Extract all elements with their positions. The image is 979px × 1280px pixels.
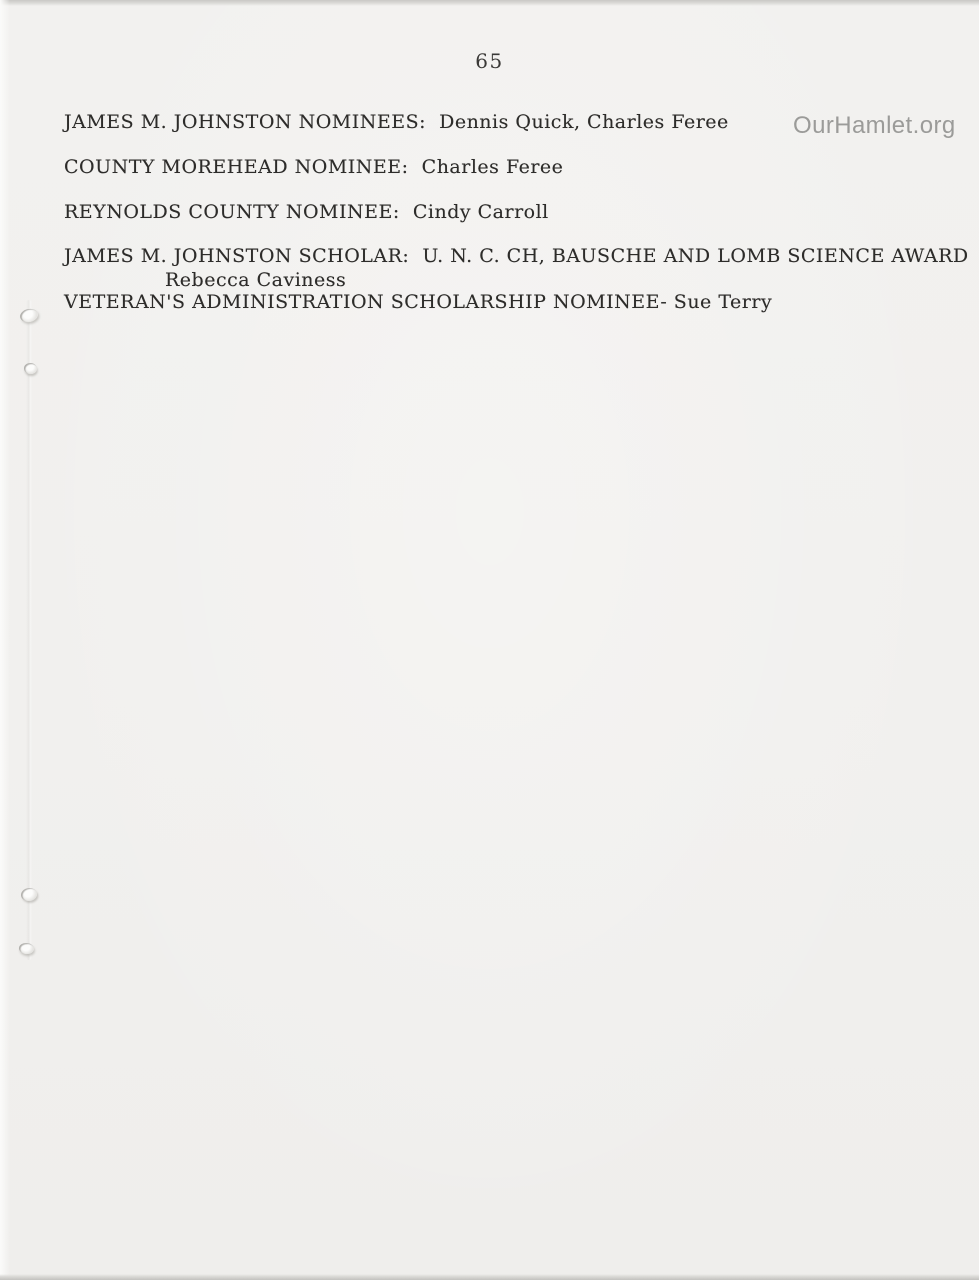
award-line-johnston-nominees: JAMES M. JOHNSTON NOMINEES: Dennis Quick, Charles Feree [64, 111, 729, 133]
punch-hole-mark [19, 942, 35, 954]
award-line-veterans-nominee: VETERAN'S ADMINISTRATION SCHOLARSHIP NOMINEE- Sue Terry [64, 291, 773, 313]
scan-edge-top [0, 0, 979, 6]
award-line-morehead-nominee: COUNTY MOREHEAD NOMINEE: Charles Feree [64, 156, 564, 178]
punch-hole-mark [19, 307, 39, 323]
award-line-reynolds-nominee: REYNOLDS COUNTY NOMINEE: Cindy Carroll [64, 201, 549, 223]
punch-hole-mark [20, 887, 38, 902]
paper-crease [26, 300, 32, 960]
scan-edge-bottom [0, 1274, 979, 1280]
award-line-scholar-name: Rebecca Caviness [165, 269, 347, 291]
page-number: 65 [475, 49, 504, 73]
watermark-text: OurHamlet.org [793, 112, 956, 139]
scan-edge-left [0, 0, 10, 1280]
award-line-johnston-scholar: JAMES M. JOHNSTON SCHOLAR: U. N. C. CH, BAUSCHE AND LOMB SCIENCE AWARD [64, 245, 969, 267]
